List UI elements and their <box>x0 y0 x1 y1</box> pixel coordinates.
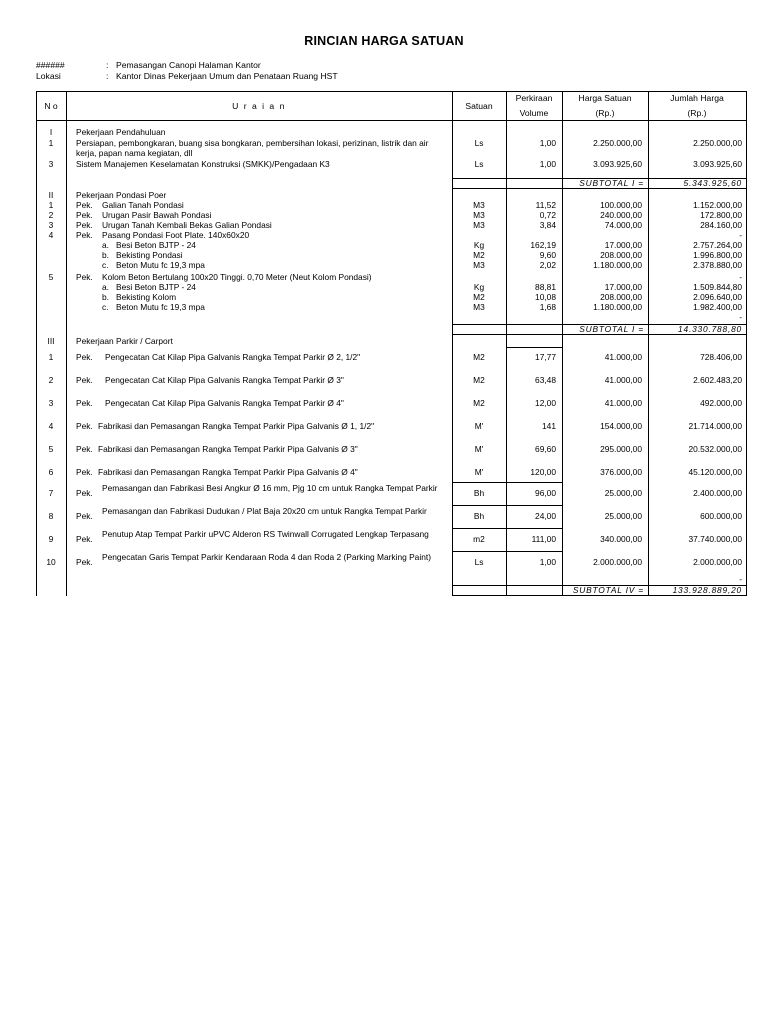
row-desc: Kolom Beton Bertulang 100x20 Tinggi. 0,70 Meter (Neut Kolom Pondasi) <box>102 272 372 282</box>
cell-border <box>506 347 562 348</box>
row-price: 17.000,00 <box>604 240 642 250</box>
row-no: 1 <box>48 200 54 210</box>
row-volume: 111,00 <box>531 534 556 544</box>
meta-separator: : <box>106 60 109 70</box>
row-total: 1.982.400,00 <box>693 302 742 312</box>
row-unit: m2 <box>473 534 485 544</box>
meta-value: Pemasangan Canopi Halaman Kantor <box>116 60 261 70</box>
row-desc: Beton Mutu fc 19,3 mpa <box>116 260 205 270</box>
row-unit: M2 <box>473 398 485 408</box>
row-price: 2.250.000,00 <box>593 138 642 148</box>
row-desc: Besi Beton BJTP - 24 <box>116 240 196 250</box>
row-total: 1.509.844,80 <box>693 282 742 292</box>
row-price: 41.000,00 <box>604 352 642 362</box>
row-price: 41.000,00 <box>604 375 642 385</box>
row-unit: M' <box>474 467 484 477</box>
subtotal-label: SUBTOTAL I = <box>579 324 644 334</box>
row-total: 2.602.483,20 <box>693 375 742 385</box>
row-volume: 2,02 <box>539 260 556 270</box>
row-unit: M2 <box>473 292 485 302</box>
row-unit: M2 <box>473 352 485 362</box>
row-volume: 88,81 <box>535 282 556 292</box>
row-desc: Pengecatan Cat Kilap Pipa Galvanis Rangka Tempat Parkir Ø 3" <box>105 375 344 385</box>
row-sub: c. <box>102 260 109 270</box>
row-no: 3 <box>48 398 54 408</box>
header-jumlah-line2: (Rp.) <box>687 108 707 118</box>
row-sub: a. <box>102 240 109 250</box>
row-desc: Persiapan, pembongkaran, buang sisa bongkaran, pembersihan lokasi, perizinan, listrik dan air kerja, papan nama kegiatan, dll <box>76 138 429 158</box>
row-no: 5 <box>48 272 54 282</box>
row-pek: Pek. <box>76 210 93 220</box>
meta-label: Lokasi <box>36 71 61 81</box>
row-no: III <box>47 336 55 346</box>
column-line <box>66 91 67 596</box>
row-unit: M3 <box>473 302 485 312</box>
row-total: 172.800,00 <box>700 210 742 220</box>
header-harga-line1: Harga Satuan <box>578 93 632 103</box>
row-total: 21.714.000,00 <box>688 421 742 431</box>
row-price: 41.000,00 <box>604 398 642 408</box>
row-volume: 17,77 <box>535 352 556 362</box>
row-desc: Penutup Atap Tempat Parkir uPVC Alderon RS Twinwall Corrugated Lengkap Terpasang <box>102 529 429 539</box>
row-total: 284.160,00 <box>700 220 742 230</box>
row-price: 154.000,00 <box>600 421 642 431</box>
row-pek: Pek. <box>76 421 93 431</box>
subtotal-value: 133.928.889,20 <box>672 585 742 595</box>
row-no: 7 <box>48 488 54 498</box>
row-pek: Pek. <box>76 444 93 454</box>
header-volume-line2: Volume <box>519 108 549 118</box>
row-total: 20.532.000,00 <box>688 444 742 454</box>
row-pek: Pek. <box>76 467 93 477</box>
row-unit: Ls <box>474 138 484 148</box>
row-unit: M' <box>474 444 484 454</box>
section-title: Pekerjaan Pondasi Poer <box>76 190 167 200</box>
row-no: 6 <box>48 467 54 477</box>
row-volume: 162,19 <box>530 240 556 250</box>
row-no: II <box>48 190 54 200</box>
row-unit: Ls <box>474 557 484 567</box>
row-desc: Pengecatan Cat Kilap Pipa Galvanis Rangka Tempat Parkir Ø 2, 1/2" <box>105 352 361 362</box>
row-volume: 1,00 <box>539 159 556 169</box>
row-pek: Pek. <box>76 230 93 240</box>
row-pek: Pek. <box>76 534 93 544</box>
row-total-dash: - <box>739 312 742 322</box>
row-unit: M' <box>474 421 484 431</box>
header-no: N o <box>44 101 58 111</box>
row-price: 240.000,00 <box>600 210 642 220</box>
subtotal-value: 14.330.788,80 <box>678 324 742 334</box>
row-volume: 141 <box>542 421 556 431</box>
row-volume: 24,00 <box>535 511 556 521</box>
row-no: 3 <box>48 159 54 169</box>
row-pek: Pek. <box>76 272 93 282</box>
row-desc: Besi Beton BJTP - 24 <box>116 282 196 292</box>
row-volume: 1,00 <box>539 557 556 567</box>
row-desc: Urugan Tanah Kembali Bekas Galian Pondasi <box>102 220 272 230</box>
row-price: 295.000,00 <box>600 444 642 454</box>
row-total: - <box>739 272 742 282</box>
row-no: 2 <box>48 375 54 385</box>
row-volume: 12,00 <box>535 398 556 408</box>
row-price: 2.000.000,00 <box>593 557 642 567</box>
row-desc: Beton Mutu fc 19,3 mpa <box>116 302 205 312</box>
row-desc: Galian Tanah Pondasi <box>102 200 184 210</box>
subtotal-value: 5.343.925,60 <box>683 178 742 188</box>
row-sub: b. <box>102 292 109 302</box>
row-no: 10 <box>46 557 56 567</box>
row-unit: M2 <box>473 250 485 260</box>
section-title: Pekerjaan Pendahuluan <box>76 127 166 137</box>
row-desc: Sistem Manajemen Keselamatan Konstruksi (SMKK)/Pengadaan K3 <box>76 159 330 169</box>
row-desc: Pengecatan Cat Kilap Pipa Galvanis Rangka Tempat Parkir Ø 4" <box>105 398 344 408</box>
row-volume: 11,52 <box>535 200 556 210</box>
row-volume: 9,60 <box>539 250 556 260</box>
row-no: 3 <box>48 220 54 230</box>
row-volume: 120,00 <box>530 467 556 477</box>
row-total: 2.000.000,00 <box>693 557 742 567</box>
row-unit: M2 <box>473 375 485 385</box>
row-total: 2.250.000,00 <box>693 138 742 148</box>
row-pek: Pek. <box>76 220 93 230</box>
row-total: 1.152.000,00 <box>693 200 742 210</box>
row-volume: 1,00 <box>539 138 556 148</box>
row-unit: Kg <box>473 282 485 292</box>
row-price: 100.000,00 <box>600 200 642 210</box>
meta-row-project <box>36 60 261 70</box>
row-pek: Pek. <box>76 398 93 408</box>
row-total: 600.000,00 <box>700 511 742 521</box>
row-volume: 96,00 <box>535 488 556 498</box>
row-desc: Urugan Pasir Bawah Pondasi <box>102 210 212 220</box>
row-total: 2.378.880,00 <box>693 260 742 270</box>
section-title: Pekerjaan Parkir / Carport <box>76 336 173 346</box>
row-total: - <box>739 230 742 240</box>
row-desc: Fabrikasi dan Pemasangan Rangka Tempat Parkir Pipa Galvanis Ø 3" <box>98 444 358 454</box>
row-desc: Pasang Pondasi Foot Plate. 140x60x20 <box>102 230 250 240</box>
meta-value: Kantor Dinas Pekerjaan Umum dan Penataan Ruang HST <box>116 71 338 81</box>
cell-border <box>452 505 562 506</box>
row-unit: Bh <box>473 511 485 521</box>
price-table <box>36 91 747 596</box>
row-price: 25.000,00 <box>604 488 642 498</box>
row-volume: 10,08 <box>535 292 556 302</box>
row-price: 74.000,00 <box>604 220 642 230</box>
header-volume-line1: Perkiraan <box>515 93 553 103</box>
row-no: 8 <box>48 511 54 521</box>
row-pek: Pek. <box>76 488 93 498</box>
row-desc: Bekisting Kolom <box>116 292 177 302</box>
row-unit: M3 <box>473 260 485 270</box>
subtotal-label: SUBTOTAL IV = <box>572 585 644 595</box>
column-line <box>746 91 747 596</box>
meta-separator: : <box>106 71 109 81</box>
row-total: 2.096.640,00 <box>693 292 742 302</box>
meta-row-location <box>36 71 338 81</box>
row-price: 25.000,00 <box>604 511 642 521</box>
row-total: 45.120.000,00 <box>688 467 742 477</box>
row-desc: Fabrikasi dan Pemasangan Rangka Tempat Parkir Pipa Galvanis Ø 1, 1/2" <box>98 421 375 431</box>
row-total: 2.757.264,00 <box>693 240 742 250</box>
row-sub: c. <box>102 302 109 312</box>
row-unit: M3 <box>473 210 485 220</box>
row-desc: Bekisting Pondasi <box>116 250 183 260</box>
row-no: 4 <box>48 421 54 431</box>
row-desc: Fabrikasi dan Pemasangan Rangka Tempat Parkir Pipa Galvanis Ø 4" <box>98 467 358 477</box>
row-sub: a. <box>102 282 109 292</box>
cell-border <box>452 528 562 529</box>
row-total: 728.406,00 <box>700 352 742 362</box>
header-satuan: Satuan <box>465 101 493 111</box>
row-volume: 1,68 <box>539 302 556 312</box>
row-price: 17.000,00 <box>604 282 642 292</box>
row-total-dash: - <box>739 574 742 584</box>
row-no: 5 <box>48 444 54 454</box>
row-pek: Pek. <box>76 352 93 362</box>
header-uraian: U r a i a n <box>232 101 286 111</box>
row-volume: 3,84 <box>539 220 556 230</box>
row-desc: Pemasangan dan Fabrikasi Besi Angkur Ø 16 mm, Pjg 10 cm untuk Rangka Tempat Parkir <box>102 483 438 493</box>
row-price: 1.180.000,00 <box>593 260 642 270</box>
row-total: 2.400.000,00 <box>693 488 742 498</box>
row-desc: Pengecatan Garis Tempat Parkir Kendaraan Roda 4 dan Roda 2 (Parking Marking Paint) <box>102 552 431 562</box>
header-jumlah-line1: Jumlah Harga <box>670 93 724 103</box>
row-price: 208.000,00 <box>600 292 642 302</box>
row-no: 1 <box>48 352 54 362</box>
row-price: 340.000,00 <box>600 534 642 544</box>
header-harga-line2: (Rp.) <box>595 108 615 118</box>
row-total: 1.996.800,00 <box>693 250 742 260</box>
row-no: I <box>49 127 53 137</box>
document-title: RINCIAN HARGA SATUAN <box>304 34 464 48</box>
subtotal-label: SUBTOTAL I = <box>579 178 644 188</box>
row-no: 2 <box>48 210 54 220</box>
row-pek: Pek. <box>76 375 93 385</box>
meta-label: ###### <box>36 60 65 70</box>
row-sub: b. <box>102 250 109 260</box>
row-no: 9 <box>48 534 54 544</box>
row-no: 4 <box>48 230 54 240</box>
row-unit: Kg <box>473 240 485 250</box>
row-price: 208.000,00 <box>600 250 642 260</box>
row-unit: M3 <box>473 200 485 210</box>
row-pek: Pek. <box>76 557 93 567</box>
row-price: 376.000,00 <box>600 467 642 477</box>
row-total: 37.740.000,00 <box>688 534 742 544</box>
row-volume: 0,72 <box>539 210 556 220</box>
row-total: 492.000,00 <box>700 398 742 408</box>
row-volume: 69,60 <box>535 444 556 454</box>
row-price: 3.093.925,60 <box>593 159 642 169</box>
row-pek: Pek. <box>76 200 93 210</box>
row-price: 1.180.000,00 <box>593 302 642 312</box>
row-unit: Ls <box>474 159 484 169</box>
row-total: 3.093.925,60 <box>693 159 742 169</box>
cell-border <box>452 482 562 483</box>
row-pek: Pek. <box>76 511 93 521</box>
row-unit: M3 <box>473 220 485 230</box>
row-desc: Pemasangan dan Fabrikasi Dudukan / Plat Baja 20x20 cm untuk Rangka Tempat Parkir <box>102 506 427 516</box>
row-no: 1 <box>48 138 54 148</box>
row-unit: Bh <box>473 488 485 498</box>
cell-border <box>452 551 562 552</box>
row-volume: 63,48 <box>535 375 556 385</box>
